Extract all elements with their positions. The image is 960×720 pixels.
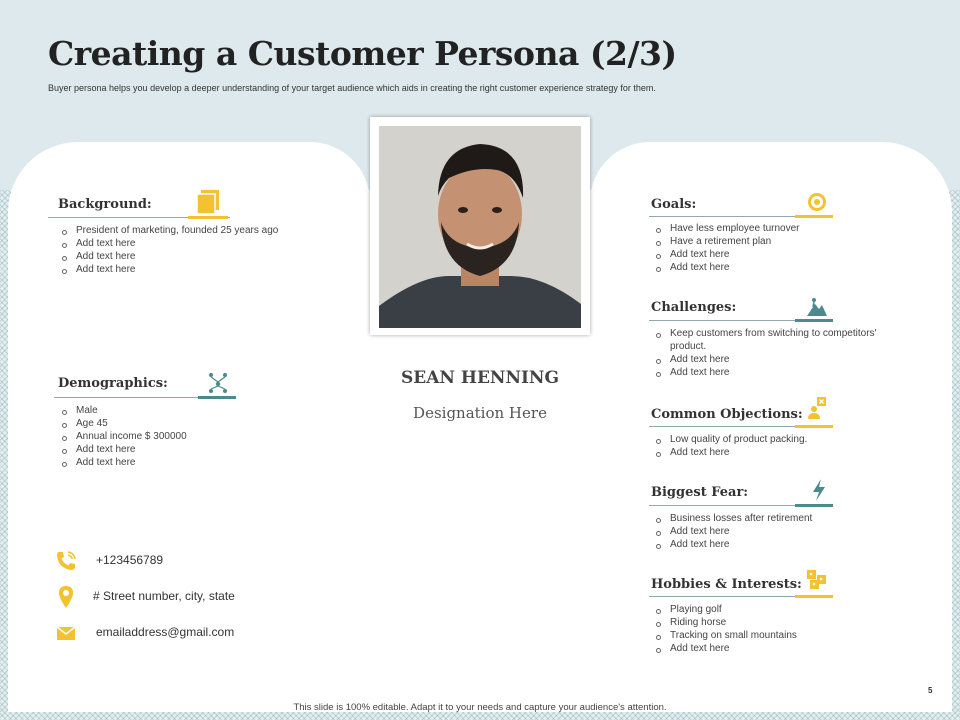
person-objection-icon	[806, 396, 828, 420]
list-item: President of marketing, founded 25 years ago	[58, 224, 283, 237]
mountain-climb-icon	[806, 296, 828, 318]
page-title: Creating a Customer Persona (2/3)	[48, 34, 677, 73]
list-item: Add text here	[652, 642, 902, 655]
goals-underline	[649, 216, 833, 218]
list-item: Have a retirement plan	[652, 235, 902, 248]
objections-list	[652, 433, 902, 459]
fear-list	[652, 512, 902, 551]
address-text: # Street number, city, state	[93, 589, 235, 603]
lightning-icon	[810, 478, 828, 502]
objections-heading: Common Objections:	[651, 407, 803, 422]
list-item: Playing golf	[652, 603, 902, 616]
challenges-list	[652, 327, 902, 379]
people-network-icon	[206, 371, 230, 395]
list-item: Add text here	[652, 366, 902, 379]
envelope-icon	[54, 621, 78, 645]
list-item: Have less employee turnover	[652, 222, 902, 235]
fear-heading: Biggest Fear:	[651, 485, 749, 500]
puzzle-icon	[806, 569, 828, 591]
phone-icon	[54, 549, 78, 573]
list-item: Add text here	[58, 263, 283, 276]
email-text: emailaddress@gmail.com	[96, 625, 235, 639]
contact-address	[54, 585, 354, 609]
location-pin-icon	[54, 585, 78, 609]
folder-icon	[196, 189, 222, 215]
page-subtitle: Buyer persona helps you develop a deeper understanding of your target audience which aids in creating the right customer experience strategy for them.	[48, 83, 656, 93]
background-list	[58, 224, 283, 276]
list-item: Male	[58, 404, 283, 417]
hobbies-heading: Hobbies & Interests:	[651, 577, 802, 592]
list-item: Add text here	[652, 248, 902, 261]
list-item: Business losses after retirement	[652, 512, 902, 525]
goals-heading: Goals:	[651, 197, 697, 212]
hobbies-underline	[649, 596, 833, 598]
persona-photo	[379, 126, 581, 328]
demographics-list	[58, 404, 283, 469]
list-item: Add text here	[58, 250, 283, 263]
objections-underline	[649, 426, 833, 428]
list-item: Add text here	[58, 456, 283, 469]
background-underline	[48, 217, 230, 219]
persona-name: SEAN HENNING	[401, 368, 559, 388]
footer-note: This slide is 100% editable. Adapt it to your needs and capture your audience's attention.	[293, 702, 667, 713]
list-item: Annual income $ 300000	[58, 430, 283, 443]
contact-phone	[54, 549, 354, 573]
list-item: Add text here	[652, 538, 902, 551]
list-item: Tracking on small mountains	[652, 629, 902, 642]
list-item: Keep customers from switching to competitors' product.	[652, 327, 902, 353]
persona-photo-frame	[370, 117, 590, 335]
demographics-heading: Demographics:	[58, 376, 168, 391]
list-item: Age 45	[58, 417, 283, 430]
contact-email	[54, 621, 354, 645]
list-item: Low quality of product packing.	[652, 433, 902, 446]
list-item: Add text here	[58, 443, 283, 456]
challenges-underline	[649, 320, 833, 322]
hobbies-list	[652, 603, 902, 655]
target-icon	[806, 191, 828, 213]
list-item: Add text here	[58, 237, 283, 250]
challenges-heading: Challenges:	[651, 300, 737, 315]
list-item: Riding horse	[652, 616, 902, 629]
background-heading: Background:	[58, 197, 152, 212]
fear-underline	[649, 505, 833, 507]
page-number: 5	[928, 686, 933, 695]
list-item: Add text here	[652, 261, 902, 274]
demographics-underline	[54, 397, 236, 399]
persona-designation: Designation Here	[413, 404, 547, 422]
phone-number: +123456789	[96, 553, 164, 567]
list-item: Add text here	[652, 525, 902, 538]
list-item: Add text here	[652, 446, 902, 459]
list-item: Add text here	[652, 353, 902, 366]
goals-list	[652, 222, 902, 274]
